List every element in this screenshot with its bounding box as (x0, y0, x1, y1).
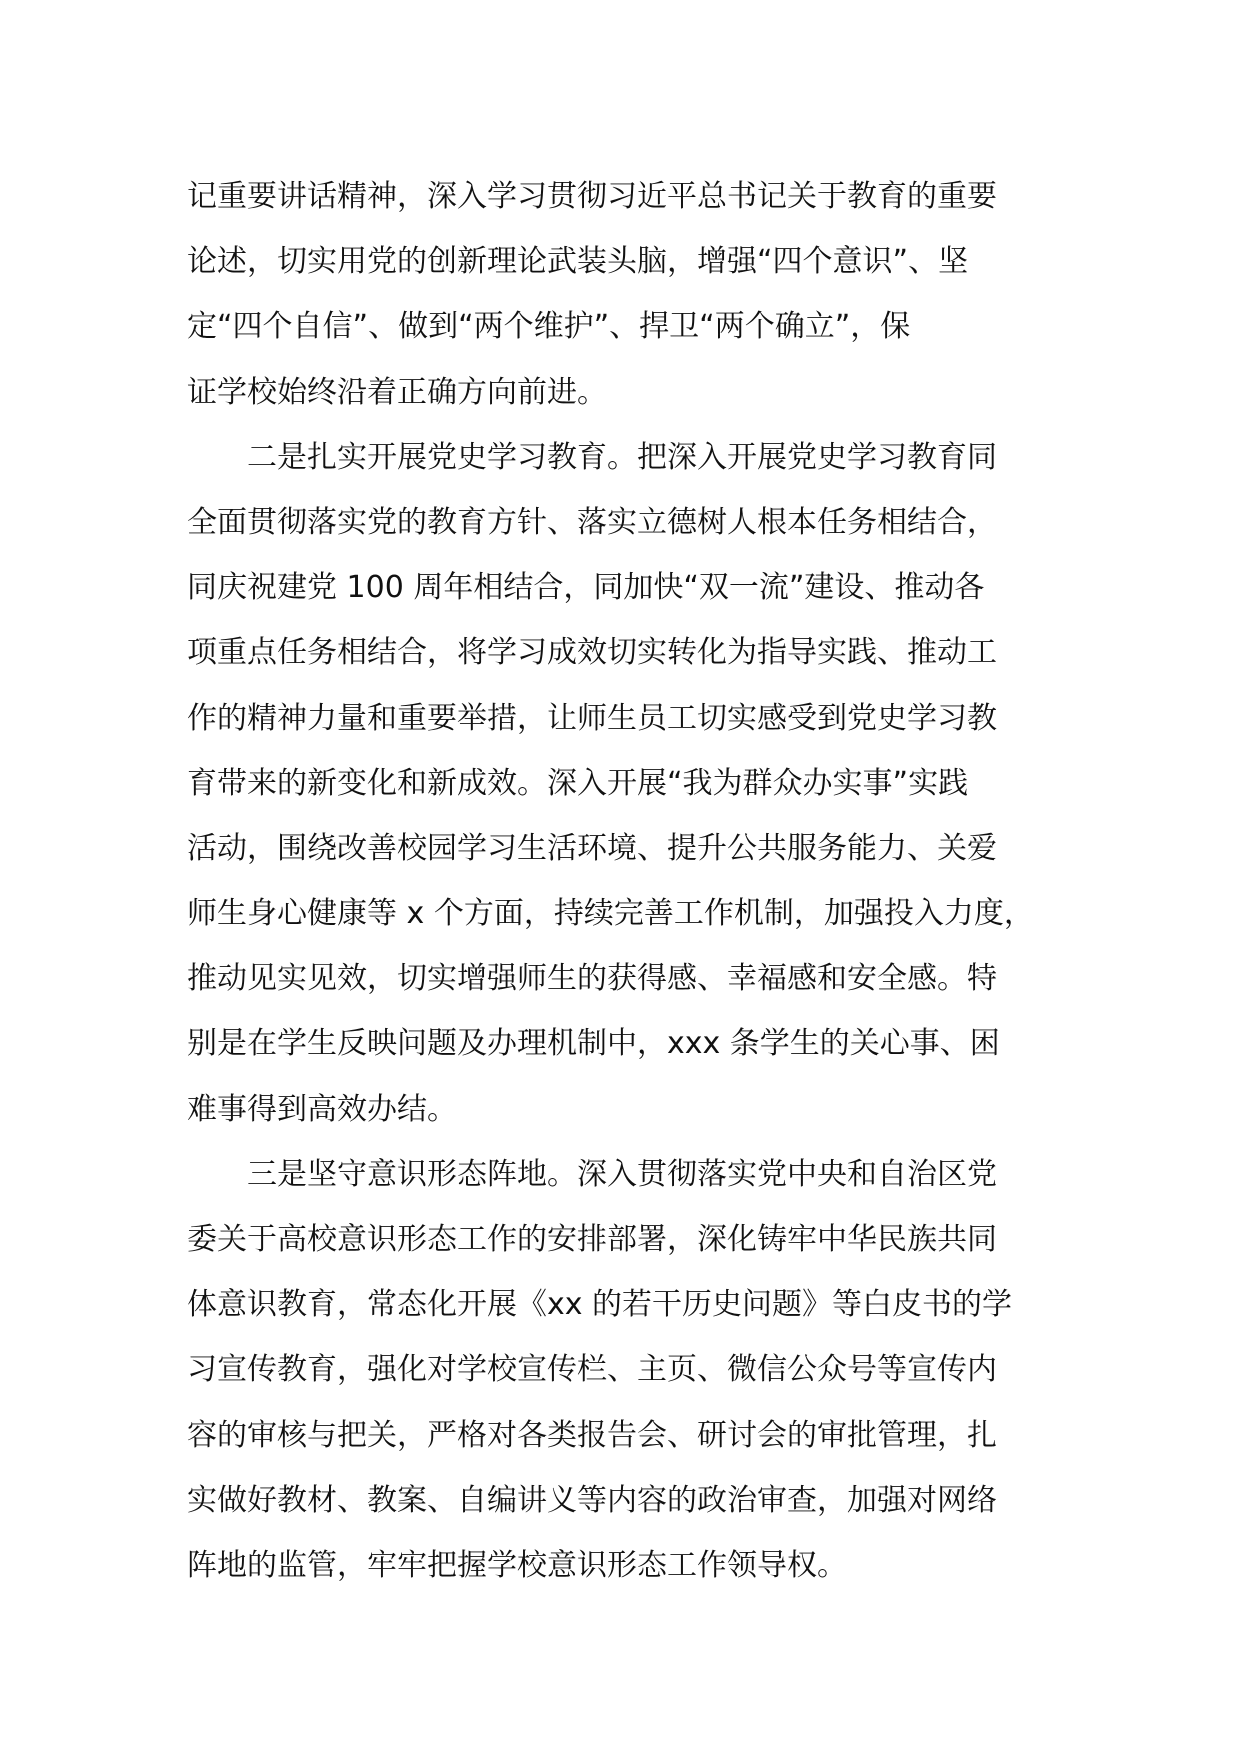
text-line: 同庆祝建党 100 周年相结合，同加快“双一流”建设、推动各 (187, 570, 985, 606)
text-line: 难事得到高效办结。 (187, 1091, 457, 1127)
text-line: 全面贯彻落实党的教育方针、落实立德树人根本任务相结合， (187, 504, 997, 540)
text-line: 体意识教育，常态化开展《xx 的若干历史问题》等白皮书的学 (187, 1287, 1013, 1323)
text-line: 项重点任务相结合，将学习成效切实转化为指导实践、推动工 (187, 635, 997, 671)
text-line: 师生身心健康等 x 个方面，持续完善工作机制，加强投入力度， (187, 896, 1034, 932)
text-line: 作的精神力量和重要举措，让师生员工切实感受到党史学习教 (187, 700, 997, 736)
text-line: 证学校始终沿着正确方向前进。 (187, 374, 607, 410)
text-line: 容的审核与把关，严格对各类报告会、研讨会的审批管理，扎 (187, 1417, 997, 1453)
paragraph-heading-line: 二是扎实开展党史学习教育。把深入开展党史学习教育同 (187, 439, 997, 475)
text-line: 实做好教材、教案、自编讲义等内容的政治审查，加强对网络 (187, 1482, 997, 1518)
text-line: 阵地的监管，牢牢把握学校意识形态工作领导权。 (187, 1547, 847, 1583)
text-line: 习宣传教育，强化对学校宣传栏、主页、微信公众号等宣传内 (187, 1352, 997, 1388)
text-line: 记重要讲话精神，深入学习贯彻习近平总书记关于教育的重要 (187, 179, 997, 214)
text-line: 育带来的新变化和新成效。深入开展“我为群众办实事”实践 (187, 765, 969, 801)
text-line: 活动，围绕改善校园学习生活环境、提升公共服务能力、关爱 (187, 830, 997, 866)
text-line: 定“四个自信”、做到“两个维护”、捍卫“两个确立”，保 (187, 309, 911, 345)
text-line: 委关于高校意识形态工作的安排部署，深化铸牢中华民族共同 (187, 1222, 997, 1257)
text-line: 别是在学生反映问题及办理机制中，xxx 条学生的关心事、困 (187, 1026, 1000, 1062)
paragraph-heading-line: 三是坚守意识形态阵地。深入贯彻落实党中央和自治区党 (187, 1156, 997, 1192)
text-line: 推动见实见效，切实增强师生的获得感、幸福感和安全感。特 (187, 961, 997, 997)
text-line: 论述，切实用党的创新理论武装头脑，增强“四个意识”、坚 (187, 244, 969, 280)
document-body (187, 164, 1077, 1598)
